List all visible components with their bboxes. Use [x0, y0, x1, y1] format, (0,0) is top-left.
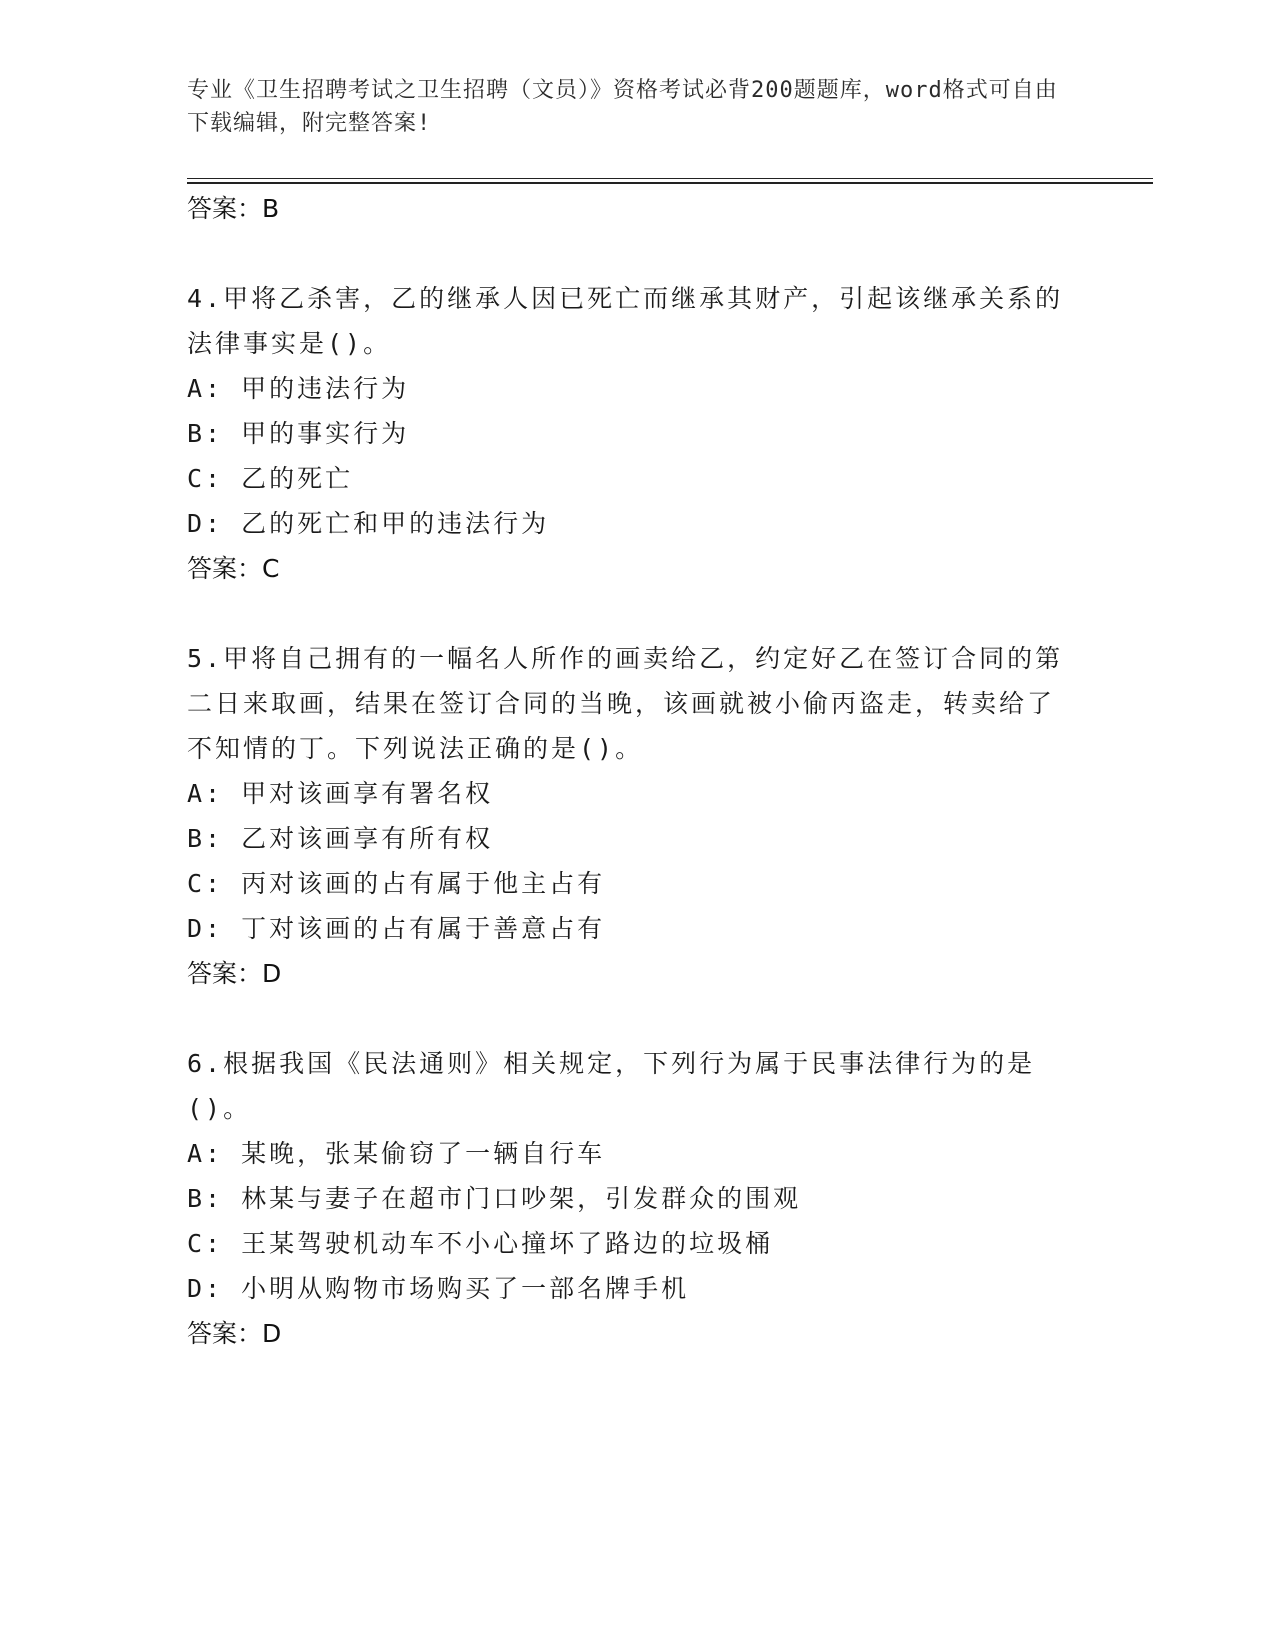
header-divider-thin [187, 178, 1153, 179]
document-body [187, 186, 1067, 1357]
option-d: D: 丁对该画的占有属于善意占有 [187, 914, 606, 943]
option-c: C: 乙的死亡 [187, 464, 354, 493]
question-block [187, 636, 1067, 997]
option-a: A: 甲的违法行为 [187, 374, 410, 403]
option-b: B: 甲的事实行为 [187, 419, 410, 448]
option-b: B: 林某与妻子在超市门口吵架，引发群众的围观 [187, 1184, 802, 1213]
answer-line: 答案：D [187, 1319, 282, 1348]
question-text: 4.甲将乙杀害，乙的继承人因已死亡而继承其财产，引起该继承关系的法律事实是()。 [187, 284, 1064, 358]
question-block [187, 1041, 1067, 1357]
answer-line: 答案：C [187, 554, 280, 583]
header-divider-thick [187, 182, 1153, 184]
question-text: 6.根据我国《民法通则》相关规定，下列行为属于民事法律行为的是()。 [187, 1049, 1036, 1123]
option-c: C: 王某驾驶机动车不小心撞坏了路边的垃圾桶 [187, 1229, 774, 1258]
question-text: 5.甲将自己拥有的一幅名人所作的画卖给乙，约定好乙在签订合同的第二日来取画，结果在签订合同的当晚，该画就被小偷丙盗走，转卖给了不知情的丁。下列说法正确的是()。 [187, 644, 1064, 763]
answer-line: 答案：D [187, 959, 282, 988]
answer-line: 答案：B [187, 194, 280, 223]
option-b: B: 乙对该画享有所有权 [187, 824, 494, 853]
question-block [187, 276, 1067, 592]
option-d: D: 小明从购物市场购买了一部名牌手机 [187, 1274, 690, 1303]
option-c: C: 丙对该画的占有属于他主占有 [187, 869, 606, 898]
option-a: A: 甲对该画享有署名权 [187, 779, 494, 808]
document-header: 专业《卫生招聘考试之卫生招聘（文员）》资格考试必背200题题库，word格式可自由下载编辑，附完整答案! [187, 78, 1058, 136]
option-d: D: 乙的死亡和甲的违法行为 [187, 509, 550, 538]
option-a: A: 某晚，张某偷窃了一辆自行车 [187, 1139, 606, 1168]
